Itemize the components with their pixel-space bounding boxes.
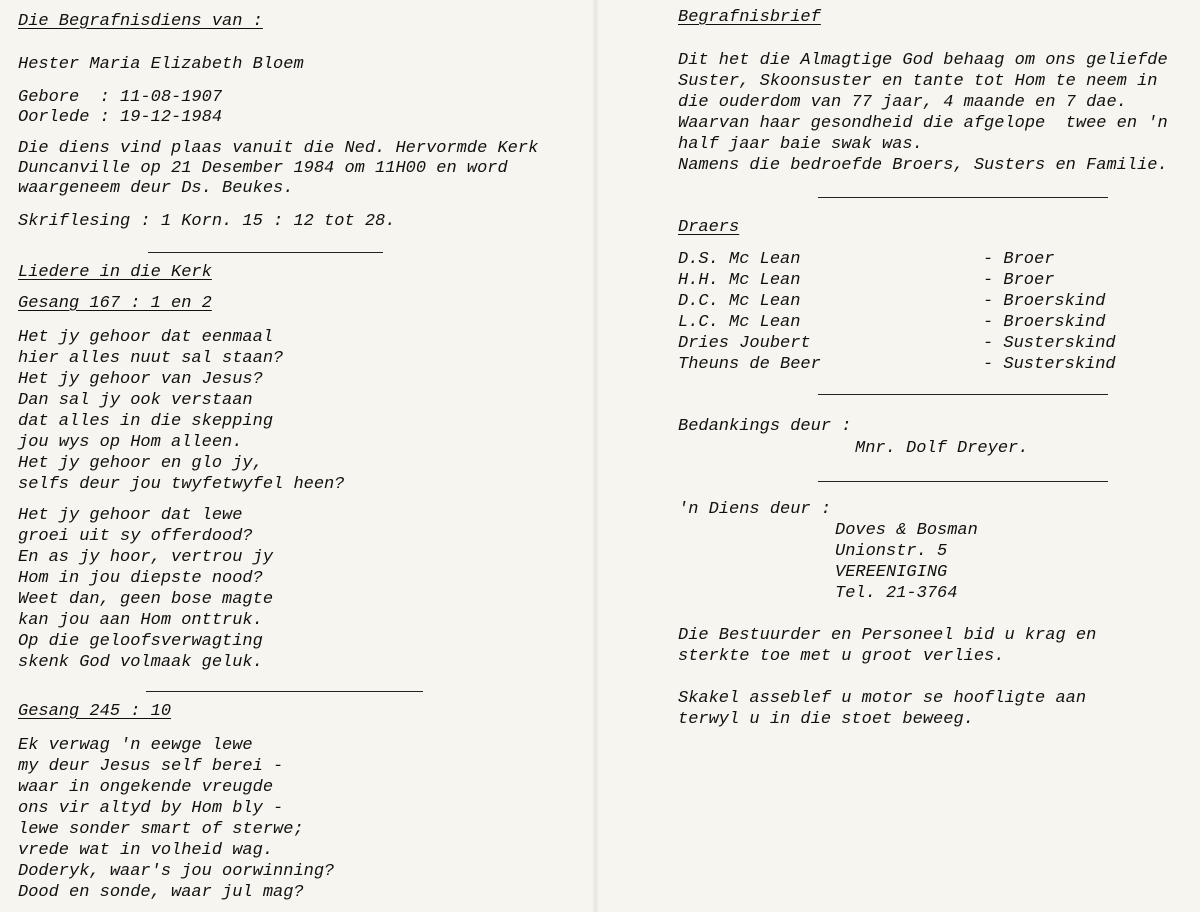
hymn-line: Het jy gehoor en glo jy, — [18, 454, 263, 473]
hymn-line: Hom in jou diepste nood? — [18, 569, 263, 588]
bearer-name: H.H. Mc Lean — [678, 271, 801, 290]
headlights-line: terwyl u in die stoet beweeg. — [678, 710, 974, 729]
letter-line: Dit het die Almagtige God behaag om ons geliefde — [678, 51, 1168, 70]
death-date: Oorlede : 19-12-1984 — [18, 108, 223, 127]
bearer-name: D.S. Mc Lean — [678, 250, 801, 269]
headlights-line: Skakel asseblef u motor se hoofligte aan — [678, 689, 1087, 708]
hymn-line: groei uit sy offerdood? — [18, 527, 253, 546]
divider — [818, 197, 1108, 198]
hymn-line: ons vir altyd by Hom bly - — [18, 799, 284, 818]
divider — [818, 394, 1108, 395]
bearer-relation: - Susterskind — [983, 334, 1116, 353]
scripture-reading: Skriflesing : 1 Korn. 15 : 12 tot 28. — [18, 212, 396, 231]
hymn-line: Ek verwag 'n eewge lewe — [18, 736, 253, 755]
thanks-name: Mnr. Dolf Dreyer. — [855, 439, 1029, 458]
hymn-line: Doderyk, waar's jou oorwinning? — [18, 862, 335, 881]
bearer-relation: - Broerskind — [983, 292, 1106, 311]
letter-line: die ouderdom van 77 jaar, 4 maande en 7 dae. — [678, 93, 1127, 112]
hymn-line: lewe sonder smart of sterwe; — [18, 820, 304, 839]
divider — [818, 481, 1108, 482]
bearer-relation: - Susterskind — [983, 355, 1116, 374]
service-line: Die diens vind plaas vanuit die Ned. Hervormde Kerk — [18, 139, 539, 158]
letter-line: Namens die bedroefde Broers, Susters en Familie. — [678, 156, 1168, 175]
hymn-line: Het jy gehoor dat eenmaal — [18, 328, 274, 347]
hymn-line: Het jy gehoor dat lewe — [18, 506, 243, 525]
thanks-label: Bedankings deur : — [678, 417, 852, 436]
letter-line: Suster, Skoonsuster en tante tot Hom te neem in — [678, 72, 1158, 91]
condolence-line: Die Bestuurder en Personeel bid u krag en — [678, 626, 1097, 645]
hymn-line: Weet dan, geen bose magte — [18, 590, 274, 609]
hymn-line: skenk God volmaak geluk. — [18, 653, 263, 672]
bearer-row — [678, 292, 1138, 312]
bearer-row — [678, 250, 1138, 270]
letter-heading: Begrafnisbrief — [678, 8, 821, 27]
bearer-name: L.C. Mc Lean — [678, 313, 801, 332]
bearers-heading: Draers — [678, 218, 740, 237]
bearer-name: Theuns de Beer — [678, 355, 821, 374]
undertaker-line: Doves & Bosman — [835, 521, 978, 540]
hymn-line: hier alles nuut sal staan? — [18, 349, 284, 368]
bearer-relation: - Broer — [983, 271, 1055, 290]
hymn-line: selfs deur jou twyfetwyfel heen? — [18, 475, 345, 494]
hymn-line: waar in ongekende vreugde — [18, 778, 274, 797]
divider — [148, 252, 383, 253]
bearer-name: Dries Joubert — [678, 334, 811, 353]
service-line: Duncanville op 21 Desember 1984 om 11H00 en word — [18, 159, 508, 178]
hymn-line: kan jou aan Hom onttruk. — [18, 611, 263, 630]
undertaker-line: VEREENIGING — [835, 563, 948, 582]
condolence-line: sterkte toe met u groot verlies. — [678, 647, 1005, 666]
letter-line: half jaar baie swak was. — [678, 135, 923, 154]
divider — [146, 691, 423, 692]
undertaker-line: Tel. 21-3764 — [835, 584, 958, 603]
hymn-line: Dan sal jy ook verstaan — [18, 391, 253, 410]
birth-date: Gebore : 11-08-1907 — [18, 88, 223, 107]
hymn-line: my deur Jesus self berei - — [18, 757, 284, 776]
hymn-title: Gesang 167 : 1 en 2 — [18, 294, 212, 313]
bearer-row — [678, 271, 1138, 291]
letter-line: Waarvan haar gesondheid die afgelope twee en 'n — [678, 114, 1168, 133]
bearer-row — [678, 334, 1138, 354]
hymn-line: Op die geloofsverwagting — [18, 632, 263, 651]
hymn-line: vrede wat in volheid wag. — [18, 841, 274, 860]
hymn-line: Het jy gehoor van Jesus? — [18, 370, 263, 389]
bearer-row — [678, 313, 1138, 333]
bearer-relation: - Broerskind — [983, 313, 1106, 332]
hymn-line: dat alles in die skepping — [18, 412, 274, 431]
hymn-line: En as jy hoor, vertrou jy — [18, 548, 274, 567]
hymn-line: Dood en sonde, waar jul mag? — [18, 883, 304, 902]
bearer-relation: - Broer — [983, 250, 1055, 269]
bearer-row — [678, 355, 1138, 375]
service-line: waargeneem deur Ds. Beukes. — [18, 179, 294, 198]
songs-heading: Liedere in die Kerk — [18, 263, 212, 282]
hymn-title: Gesang 245 : 10 — [18, 702, 172, 721]
deceased-name: Hester Maria Elizabeth Bloem — [18, 55, 304, 74]
hymn-line: jou wys op Hom alleen. — [18, 433, 243, 452]
page-fold — [592, 0, 600, 912]
service-label: 'n Diens deur : — [678, 500, 832, 519]
bearer-name: D.C. Mc Lean — [678, 292, 801, 311]
service-heading: Die Begrafnisdiens van : — [18, 12, 263, 31]
undertaker-line: Unionstr. 5 — [835, 542, 948, 561]
